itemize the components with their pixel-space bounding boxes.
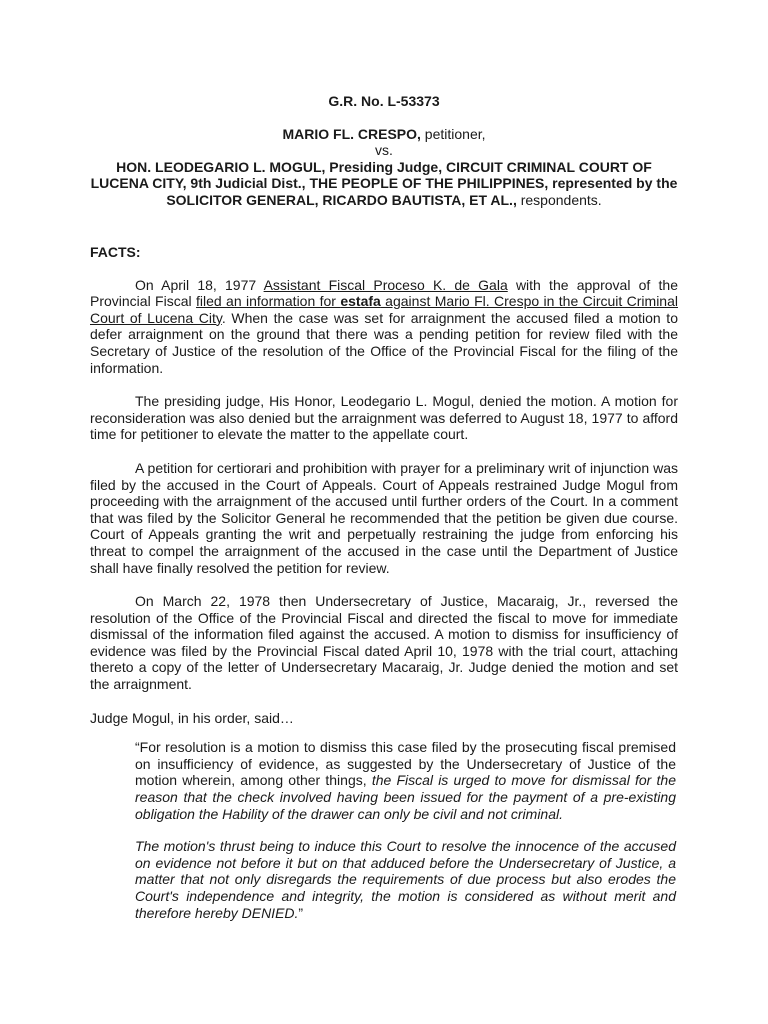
facts-section [90, 244, 678, 937]
p1-underlined-a: filed an information for [196, 293, 341, 310]
facts-heading: FACTS: [90, 244, 141, 260]
respondents-names: HON. LEODEGARIO L. MOGUL, Presiding Judge, CIRCUIT CRIMINAL COURT OF LUCENA CITY, 9th Judicial Dist., THE PEOPLE OF THE PHILIPPINES, represented by the SOLICITOR GENERAL, RICARDO BAUTISTA, ET AL., [90, 158, 678, 208]
p1-text-1: On April 18, 1977 [135, 276, 264, 293]
respondents-line [88, 159, 680, 209]
quote-1-normal: “For resolution is a motion to dismiss this case filed by the prosecuting fiscal premised on insufficiency of evidence, as suggested by the Undersecretary of Justice of the motion wherein, among other things, [135, 739, 676, 789]
facts-paragraph-5: Judge Mogul, in his order, said… [90, 709, 294, 726]
facts-paragraph-3: A petition for certiorari and prohibition with prayer for a preliminary writ of injunction was filed by the accused in the Court of Appeals. Court of Appeals restrained Judge Mogul from proceeding with the arraignment of the accused until further orders of the Court. In a comment that was filed by the Solicitor General he recommended that the petition be given due course. Court of Appeals granting the writ and perpetually restraining the judge from enforcing his threat to compel the arraignment of the accused in the case until the Department of Justice shall have finally resolved the petition for review. [90, 459, 678, 576]
quote-paragraph-1 [135, 739, 676, 822]
fiscal-name-underlined: Assistant Fiscal Proceso K. de Gala [263, 276, 508, 293]
p1-text-2: with the approval of the Provincial Fiscal [90, 276, 678, 310]
quote-1-italic: the Fiscal is urged to move for dismissal for the reason that the check involved having been issued for the payment of a pre-existing obligation the Hability of the drawer can only be civil and not criminal. [135, 772, 676, 822]
estafa-bold: estafa [340, 293, 381, 310]
facts-paragraph-4: On March 22, 1978 then Undersecretary of Justice, Macaraig, Jr., reversed the resolution of the Office of the Provincial Fiscal and directed the fiscal to move for immediate dismissal of the information filed against the accused. A motion to dismiss for insufficiency of evidence was filed by the Provincial Fiscal dated April 10, 1978 with the trial court, attaching thereto a copy of the letter of Undersecretary Macaraig, Jr. Judge denied the motion and set the arraignment. [90, 593, 678, 693]
facts-paragraph-1 [90, 277, 678, 377]
block-quote [135, 739, 676, 921]
case-caption [88, 93, 680, 209]
facts-paragraph-2: The presiding judge, His Honor, Leodegario L. Mogul, denied the motion. A motion for reconsideration was also denied but the arraignment was deferred to August 18, 1977 to afford time for petitioner to elevate the matter to the appellate court. [90, 393, 678, 443]
gr-number: G.R. No. L-53373 [328, 93, 440, 109]
petitioner-role: petitioner, [420, 125, 486, 142]
quote-2-italic: The motion's thrust being to induce this Court to resolve the innocence of the accused on evidence not before it but on that adduced before the Undersecretary of Justice, a matter that not only disregards the requirements of due process but also erodes the Court's independence and integrity, the motion is considered as without merit and therefore hereby DENIED. [135, 838, 676, 921]
p1-underlined-c: against Mario Fl. Crespo in the Circuit Criminal Court of Lucena City [90, 293, 678, 326]
quote-paragraph-2 [135, 838, 676, 921]
p1-text-3: . When the case was set for arraignment the accused filed a motion to defer arraignment on the ground that there was a pending petition for review filed with the Secretary of Justice of the resolution of the Office of the Provincial Fiscal for the filing of the information. [90, 309, 678, 376]
petitioner-line [88, 126, 680, 143]
respondents-role: respondents. [516, 191, 602, 208]
petitioner-name: MARIO FL. CRESPO, [282, 125, 421, 142]
versus-label: vs. [375, 142, 393, 159]
quote-2-end: ” [298, 904, 304, 921]
